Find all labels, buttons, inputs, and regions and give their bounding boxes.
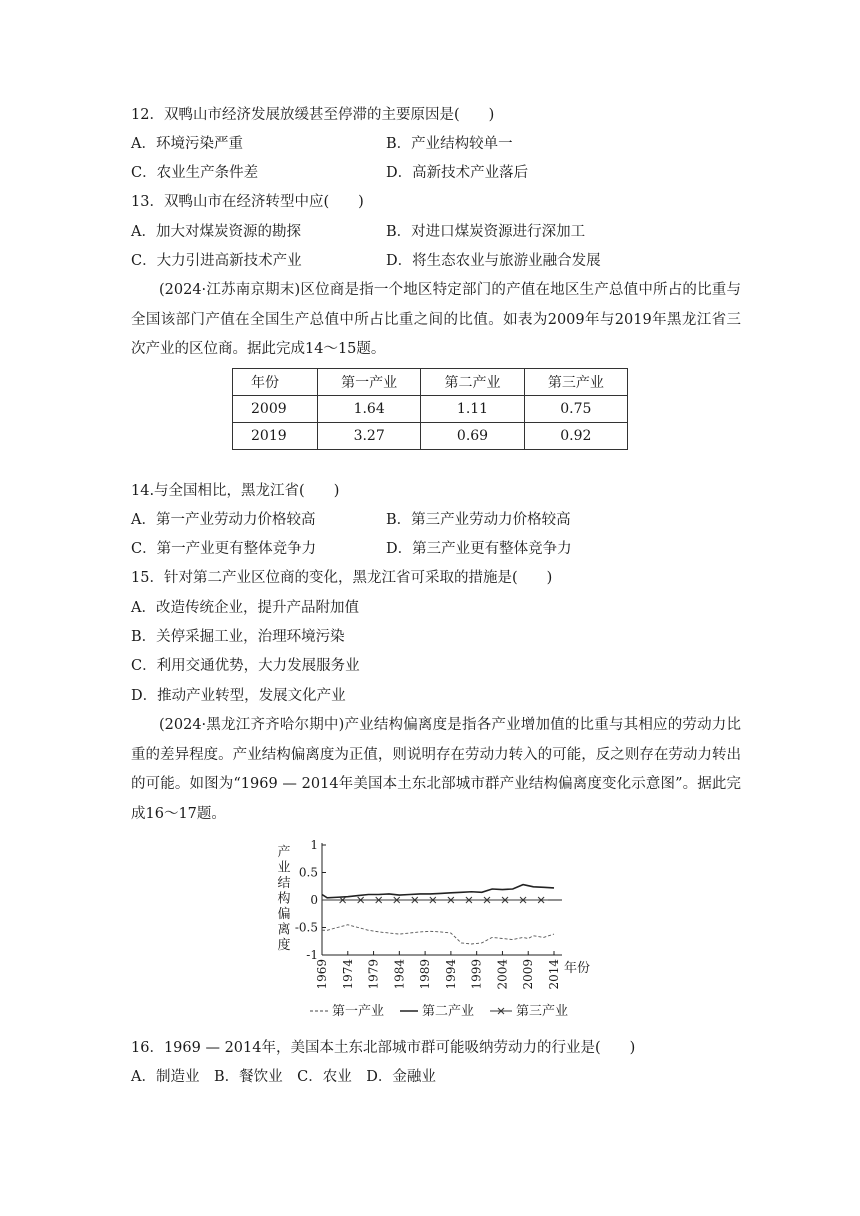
series-primary-line [322, 925, 554, 944]
legend-label: 第三产业 [516, 1004, 569, 1019]
legend-label: 第二产业 [422, 1004, 475, 1019]
q14-option-a: A．第一产业劳动力价格较高 [131, 512, 316, 528]
q12-option-d: D．高新技术产业落后 [386, 165, 529, 181]
y-axis-label-char: 业 [277, 860, 291, 876]
x-tick-label: 2004 [495, 959, 510, 990]
q14-option-c: C．第一产业更有整体竞争力 [131, 541, 317, 557]
q13-option-d: D．将生态农业与旅游业融合发展 [386, 253, 601, 269]
table-row [233, 423, 628, 450]
q13-option-a: A．加大对煤炭资源的勘探 [131, 224, 301, 240]
x-tick-label: 2009 [521, 959, 536, 990]
deviation-line-chart [266, 832, 596, 1028]
y-tick-label: 0.5 [298, 865, 318, 880]
q14-option-d: D．第三产业更有整体竞争力 [386, 541, 572, 557]
table-cell: 0.69 [421, 423, 524, 450]
y-axis-label-char: 度 [277, 938, 291, 953]
q14-option-b: B．第三产业劳动力价格较高 [386, 512, 571, 528]
table-header: 年份 [233, 369, 318, 396]
chart-series [322, 885, 554, 944]
q12-option-c: C．农业生产条件差 [131, 165, 259, 181]
q13-stem: 13．双鸭山市在经济转型中应( ) [131, 194, 364, 210]
x-tick-label: 1969 [315, 959, 329, 990]
y-ticks [295, 838, 326, 962]
q15-option-b: B．关停采掘工业，治理环境污染 [131, 629, 345, 645]
y-axis-label-char: 产 [277, 845, 291, 860]
y-axis-label-char: 构 [277, 891, 291, 907]
legend-label: 第一产业 [332, 1004, 385, 1019]
x-tick-label: 1979 [366, 959, 381, 990]
x-tick-label: 1994 [443, 959, 458, 990]
table-cell: 1.64 [318, 396, 421, 423]
legend-item [400, 1003, 474, 1019]
legend-item [490, 1003, 568, 1019]
q14-stem: 14.与全国相比，黑龙江省( ) [131, 483, 340, 499]
x-tick-label: 1989 [418, 959, 433, 990]
y-axis-label [277, 844, 290, 953]
y-tick-label: 1 [310, 838, 318, 852]
x-tick-label: 1999 [469, 959, 484, 990]
x-tick-label: 1984 [392, 959, 407, 990]
legend-item [310, 1003, 384, 1019]
x-ticks [315, 951, 561, 990]
table-cell: 1.11 [421, 396, 524, 423]
legend-swatch [490, 1008, 512, 1014]
y-axis-label-char: 偏 [277, 907, 291, 922]
x-tick-label: 1974 [340, 959, 355, 990]
table-cell: 2009 [233, 396, 318, 423]
table-header: 第二产业 [421, 369, 524, 396]
table-cell: 2019 [233, 423, 318, 450]
q13-option-b: B．对进口煤炭资源进行深加工 [386, 224, 586, 240]
y-tick-label: 0 [310, 893, 318, 907]
table-row [233, 396, 628, 423]
series-secondary-line [322, 885, 554, 898]
y-axis-label-char: 结 [277, 876, 291, 891]
q16-options: A．制造业 B．餐饮业 C．农业 D．金融业 [131, 1069, 436, 1085]
x-axis-label: 年份 [564, 961, 591, 976]
q15-option-d: D．推动产业转型，发展文化产业 [131, 688, 346, 704]
chart-legend [310, 1003, 568, 1019]
q16-stem: 16．1969 — 2014年，美国本土东北部城市群可能吸纳劳动力的行业是( ) [131, 1040, 636, 1056]
table-cell: 0.92 [524, 423, 627, 450]
passage-location-quotient: (2024·江苏南京期末)区位商是指一个地区特定部门的产值在地区生产总值中所占的比重与全国该部门产值在全国生产总值中所占比重之间的比值。如表为2009年与2019年黑龙江省三次产业的区位商。据此完成14～15题。 [131, 282, 741, 357]
q12-stem: 12．双鸭山市经济发展放缓甚至停滞的主要原因是( ) [131, 107, 495, 123]
y-axis-label-char: 离 [277, 922, 291, 938]
q13-option-c: C．大力引进高新技术产业 [131, 253, 302, 269]
q12-option-a: A．环境污染严重 [131, 136, 243, 152]
table-header-row [233, 369, 628, 396]
y-tick-label: -1 [306, 948, 318, 962]
q15-option-a: A．改造传统企业，提升产品附加值 [131, 600, 359, 616]
passage-structural-deviation: (2024·黑龙江齐齐哈尔期中)产业结构偏离度是指各产业增加值的比重与其相应的劳动力比重的差异程度。产业结构偏离度为正值，则说明存在劳动力转入的可能，反之则存在劳动力转出的可能。如图为“1969 — 2014年美国本土东北部城市群产业结构偏离度变化示意图”。据此完成16～17题。 [131, 717, 741, 822]
q15-stem: 15．针对第二产业区位商的变化，黑龙江省可采取的措施是( ) [131, 570, 553, 586]
table-header: 第三产业 [524, 369, 627, 396]
q12-option-b: B．产业结构较单一 [386, 136, 513, 152]
x-tick-label: 2014 [547, 959, 561, 990]
table-cell: 0.75 [524, 396, 627, 423]
q15-option-c: C．利用交通优势，大力发展服务业 [131, 658, 360, 674]
location-quotient-table [232, 368, 628, 450]
y-tick-label: -0.5 [294, 920, 318, 935]
table-cell: 3.27 [318, 423, 421, 450]
table-header: 第一产业 [318, 369, 421, 396]
